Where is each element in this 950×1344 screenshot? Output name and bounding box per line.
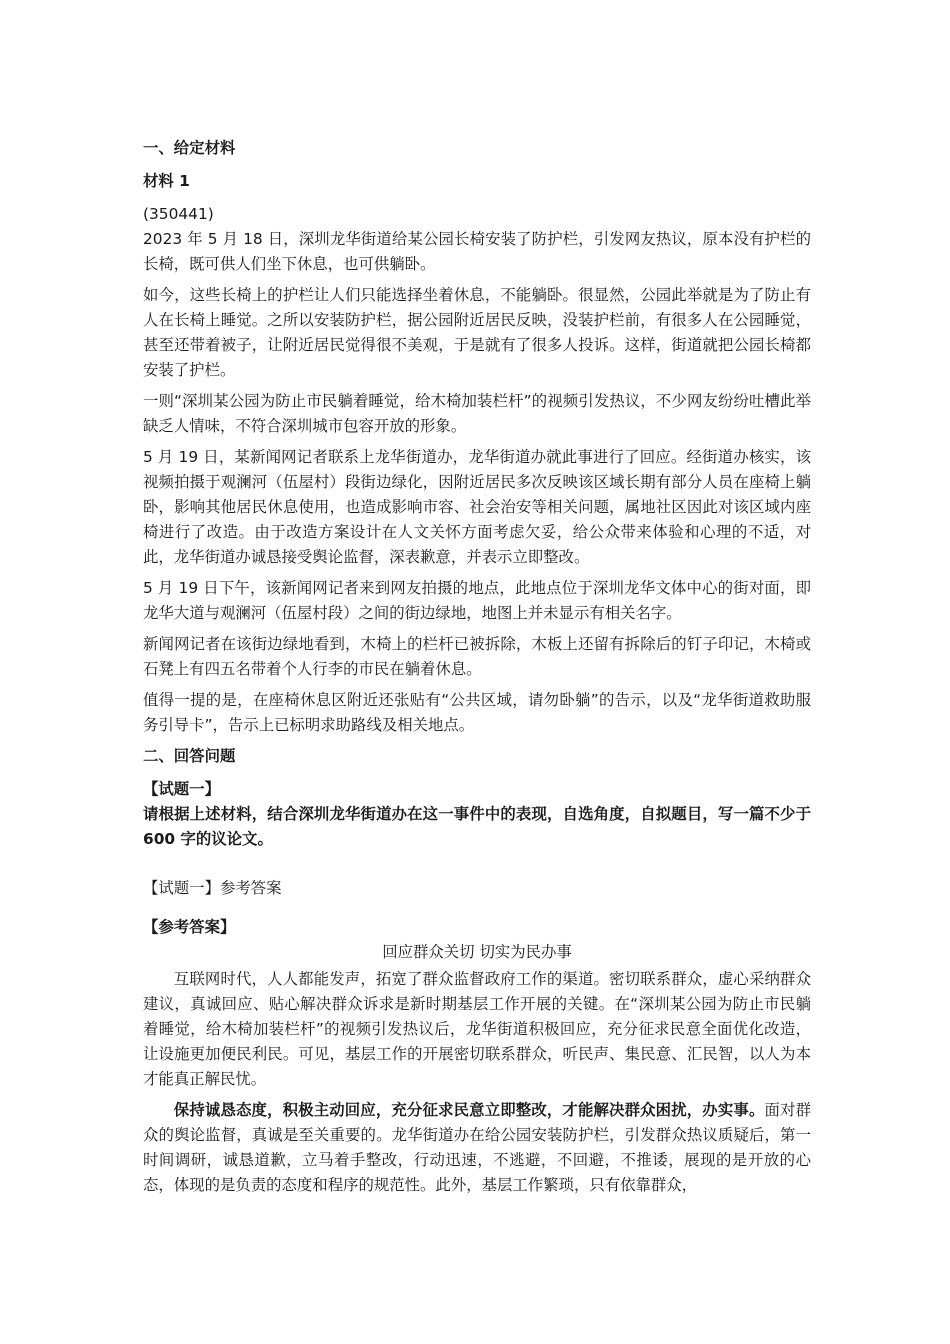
section2-title: 二、回答问题 — [143, 747, 236, 765]
material-title: 材料 1 — [143, 172, 190, 190]
answer-label: 【参考答案】 — [143, 918, 236, 936]
material-id: (350441) — [143, 205, 214, 223]
material-paragraph: 5 月 19 日，某新闻网记者联系上龙华街道办，龙华街道办就此事进行了回应。经街道办核实，该视频拍摄于观澜河（伍屋村）段街边绿化，因附近居民多次反映该区域长期有部分人员在座椅上躺卧，影响其他居民休息使用，也造成影响市容、社会治安等相关问题，属地社区因此对该区域内座椅进行了改造。由于改造方案设计在人文关怀方面考虑欠妥，给公众带来体验和心理的不适，对此，龙华街道办诚恳接受舆论监督，深表歉意，并表示立即整改。 — [143, 448, 811, 566]
essay-thesis: 保持诚恳态度，积极主动回应，充分征求民意立即整改，才能解决群众困扰，办实事。 — [173, 1101, 765, 1119]
document-page — [143, 136, 811, 1204]
essay-body: 面对群众的舆论监督，真诚是至关重要的。龙华街道办在给公园安装防护栏，引发群众热议质疑后，第一时间调研，诚恳道歉，立马着手整改，行动迅速，不逃避，不回避，不推诿，展现的是开放的心态，体现的是负责的态度和程序的规范性。此外，基层工作繁琐，只有依靠群众， — [143, 1101, 811, 1194]
material-paragraph: 如今，这些长椅上的护栏让人们只能选择坐着休息，不能躺卧。很显然，公园此举就是为了防止有人在长椅上睡觉。之所以安装防护栏，据公园附近居民反映，没装护栏前，有很多人在公园睡觉，甚至还带着被子，让附近居民觉得很不美观，于是就有了很多人投诉。这样，街道就把公园长椅都安装了护栏。 — [143, 286, 811, 379]
material-paragraph: 值得一提的是，在座椅休息区附近还张贴有“公共区域，请勿卧躺”的告示，以及“龙华街道救助服务引导卡”，告示上已标明求助路线及相关地点。 — [143, 691, 811, 734]
material-paragraph: 2023 年 5 月 18 日，深圳龙华街道给某公园长椅安装了防护栏，引发网友热议，原本没有护栏的长椅，既可供人们坐下休息，也可供躺卧。 — [143, 230, 811, 273]
essay-paragraph-2 — [143, 1098, 811, 1198]
answer-header: 【试题一】参考答案 — [143, 879, 282, 897]
material-paragraph: 一则“深圳某公园为防止市民躺着睡觉，给木椅加装栏杆”的视频引发热议，不少网友纷纷吐槽此举缺乏人情味，不符合深圳城市包容开放的形象。 — [143, 392, 811, 435]
essay-paragraph: 互联网时代，人人都能发声，拓宽了群众监督政府工作的渠道。密切联系群众，虚心采纳群众建议，真诚回应、贴心解决群众诉求是新时期基层工作开展的关键。在“深圳某公园为防止市民躺着睡觉，给木椅加装栏杆”的视频引发热议后，龙华街道积极回应，充分征求民意全面优化改造，让设施更加便民利民。可见，基层工作的开展密切联系群众，听民声、集民意、汇民智，以人为本才能真正解民忧。 — [143, 970, 811, 1088]
question-label: 【试题一】 — [143, 780, 220, 798]
material-paragraph: 5 月 19 日下午，该新闻网记者来到网友拍摄的地点，此地点位于深圳龙华文体中心的街对面，即龙华大道与观澜河（伍屋村段）之间的街边绿地，地图上并未显示有相关名字。 — [143, 579, 811, 622]
essay-title: 回应群众关切 切实为民办事 — [382, 943, 572, 961]
material-paragraph: 新闻网记者在该街边绿地看到，木椅上的栏杆已被拆除，木板上还留有拆除后的钉子印记，木椅或石凳上有四五名带着个人行李的市民在躺着休息。 — [143, 635, 811, 678]
section1-title: 一、给定材料 — [143, 139, 236, 157]
question-text: 请根据上述材料，结合深圳龙华街道办在这一事件中的表现，自选角度，自拟题目，写一篇不少于 600 字的议论文。 — [143, 805, 811, 848]
